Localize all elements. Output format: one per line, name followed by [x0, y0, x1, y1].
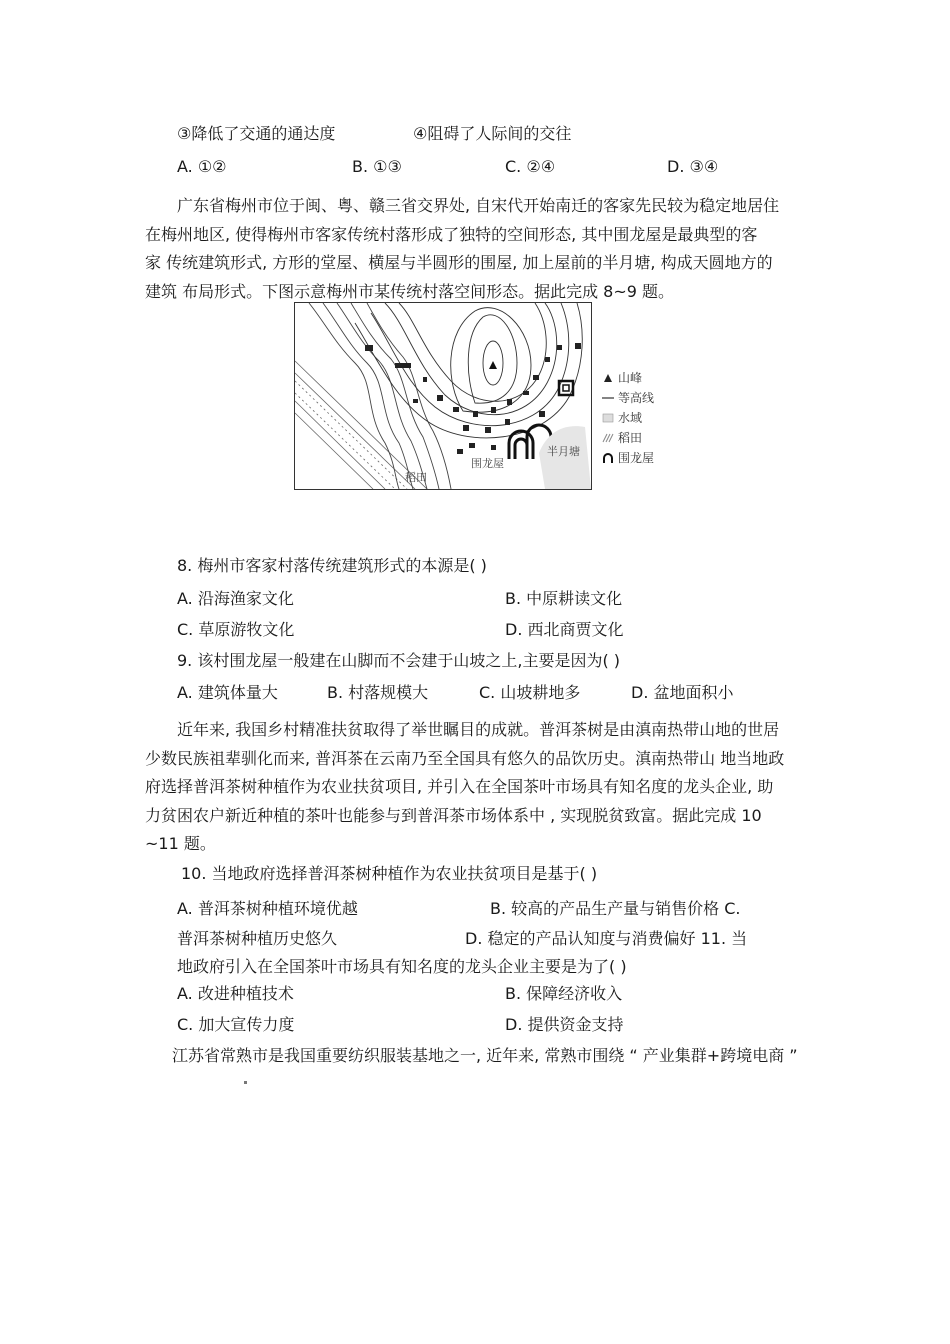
legend-item-peak [602, 368, 672, 388]
q10-choice-a: A. 普洱茶树种植环境优越 [177, 899, 358, 918]
legend-item-water [602, 408, 672, 428]
q9-choice-c: C. 山坡耕地多 [479, 683, 581, 702]
q10-choice-c: 普洱茶树种植历史悠久 [177, 929, 338, 948]
legend-label: 围龙屋 [618, 451, 655, 465]
peak-icon [602, 372, 614, 384]
contour-lines-mountain [355, 303, 582, 438]
q8-choice-a: A. 沿海渔家文化 [177, 589, 294, 608]
q9-choice-b: B. 村落规模大 [327, 683, 429, 702]
question-11-stem: 地政府引入在全国茶叶市场具有知名度的龙头企业主要是为了( ) [177, 957, 627, 976]
passage-line: 少数民族祖辈驯化而来, 普洱茶在云南乃至全国具有悠久的品饮历史。滇南热带山 地当地政 [145, 748, 785, 768]
question-8-stem: 8. 梅州市客家村落传统建筑形式的本源是( ) [177, 556, 487, 575]
q10-choice-d: D. 稳定的产品认知度与消费偏好 11. 当 [465, 929, 748, 948]
legend-label: 水域 [618, 411, 643, 425]
legend-label: 山峰 [618, 371, 643, 385]
village-map [294, 302, 594, 492]
passage-line: 近年来, 我国乡村精准扶贫取得了举世瞩目的成就。普洱茶树是由滇南热带山地的世居 [177, 720, 780, 739]
map-label-paddy: 稻田 [405, 471, 427, 484]
passage-line: 广东省梅州市位于闽、粤、赣三省交界处, 自宋代开始南迁的客家先民较为稳定地居住 [177, 196, 780, 215]
q9-choice-a: A. 建筑体量大 [177, 683, 278, 702]
question-10-stem: 10. 当地政府选择普洱茶树种植作为农业扶贫项目是基于( ) [181, 864, 598, 883]
stray-dot [244, 1081, 247, 1084]
passage-line: 在梅州地区, 使得梅州市客家传统村落形成了独特的空间形态, 其中围龙屋是最典型的客 [145, 224, 758, 244]
weilongwu-icon [602, 452, 614, 464]
paddy-icon [602, 432, 614, 444]
q8-choice-d: D. 西北商贾文化 [505, 620, 624, 639]
legend-item-weilongwu [602, 448, 672, 468]
legend-label: 等高线 [618, 391, 655, 405]
legend-item-paddy [602, 428, 672, 448]
q8-choice-b: B. 中原耕读文化 [505, 589, 623, 608]
legend-item-contour [602, 388, 672, 408]
passage-line: 家 传统建筑形式, 方形的堂屋、横屋与半圆形的围屋, 加上屋前的半月塘, 构成天圆地方的 [145, 253, 773, 272]
map-label-weilongwu: 围龙屋 [471, 457, 504, 470]
water-icon [602, 412, 614, 424]
option-3: ③降低了交通的通达度 [177, 124, 336, 143]
passage-line: 府选择普洱茶树种植作为农业扶贫项目, 并引入在全国茶叶市场具有知名度的龙头企业, 助 [145, 777, 774, 796]
question-9-stem: 9. 该村围龙屋一般建在山脚而不会建于山坡之上,主要是因为( ) [177, 651, 621, 670]
option-4: ④阻碍了人际间的交往 [413, 124, 572, 143]
choice-d: D. ③④ [667, 157, 719, 176]
legend-label: 稻田 [618, 431, 643, 445]
passage-line: ~11 题。 [145, 834, 216, 853]
passage-meizhou [145, 192, 815, 306]
contour-lines-left [309, 303, 451, 489]
q8-choice-c: C. 草原游牧文化 [177, 620, 295, 639]
choice-a: A. ①② [177, 157, 227, 176]
contour-icon [602, 392, 614, 404]
q11-choice-c: C. 加大宣传力度 [177, 1015, 295, 1034]
q11-choice-a: A. 改进种植技术 [177, 984, 294, 1003]
peak-marker [489, 361, 497, 369]
passage-changshu: 江苏省常熟市是我国重要纺织服装基地之一, 近年来, 常熟市围绕 “ 产业集群+跨境电商 ” [172, 1046, 798, 1065]
q11-choice-b: B. 保障经济收入 [505, 984, 623, 1003]
choice-c: C. ②④ [505, 157, 556, 176]
map-frame [294, 302, 592, 490]
q9-choice-d: D. 盆地面积小 [631, 683, 734, 702]
map-label-pond: 半月塘 [547, 445, 580, 458]
map-legend [602, 368, 672, 468]
passage-puer-tea [145, 716, 815, 859]
choice-b: B. ①③ [352, 157, 402, 176]
q10-choice-b: B. 较高的产品生产量与销售价格 C. [490, 899, 741, 918]
passage-line: 建筑 布局形式。下图示意梅州市某传统村落空间形态。据此完成 8~9 题。 [145, 281, 675, 301]
passage-line: 力贫困农户新近种植的茶叶也能参与到普洱茶市场体系中 , 实现脱贫致富。据此完成 10 [145, 805, 762, 825]
q11-choice-d: D. 提供资金支持 [505, 1015, 624, 1034]
